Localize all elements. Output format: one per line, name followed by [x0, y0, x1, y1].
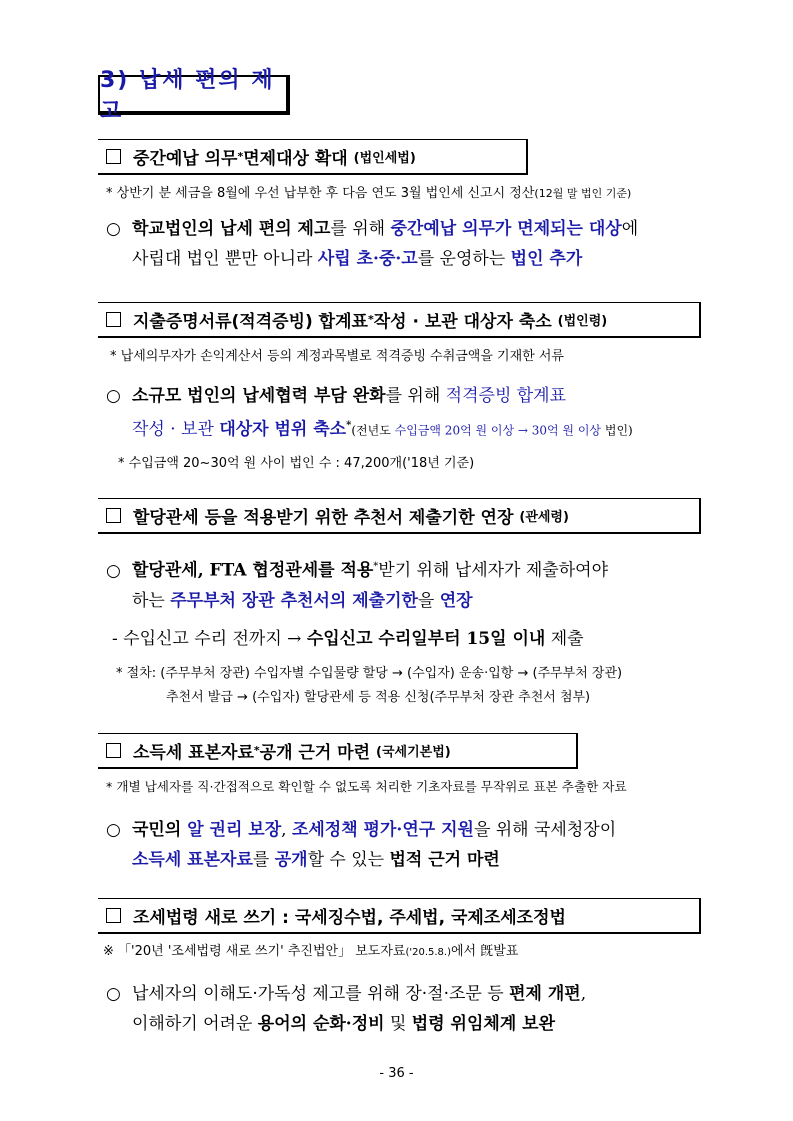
checkbox-square-icon	[106, 743, 121, 758]
bullet-expense-proof: ○ 소규모 법인의 납세협력 부담 완화를 위해 적격증빙 합계표 작성 · 보관 대상자 범위 축소*(전년도 수입금액 20억 원 이상 → 30억 원 이상 법인)	[106, 386, 633, 440]
header-tax-law-rewrite	[98, 898, 701, 934]
header-interim-prepayment	[98, 139, 528, 175]
bullet-sample-data: ○ 국민의 알 권리 보장, 조세정책 평가·연구 지원을 위해 국세청장이 소득세 표본자료를 공개할 수 있는 법적 근거 마련	[106, 820, 617, 870]
header-text: 중간예납 의무	[133, 149, 238, 169]
footnote-mark: *	[367, 313, 374, 326]
law-label: (관세령)	[519, 510, 569, 525]
footnote-procedure: * 절차: (주무부처 장관) 수입자별 수입물량 할당 → (수입자) 운송·입항 → (주무부처 장관) 추천서 발급 → (수입자) 할당관세 등 적용 신청(주무부처 장관 추천서 첨부)	[116, 666, 623, 705]
header-text: 조세법령 새로 쓰기 : 국세징수법, 주세법, 국제조세조정법	[133, 908, 566, 928]
header-quota-tariff	[98, 498, 701, 534]
header-text-suffix: 작성 · 보관 대상자 축소	[373, 312, 552, 332]
header-expense-proof	[98, 302, 701, 338]
footnote-mark: *	[253, 744, 260, 757]
law-label: (법인세법)	[353, 151, 416, 166]
footnote-mark: *	[237, 150, 244, 163]
footnote-revenue: * 수입금액 20~30억 원 사이 법인 수 : 47,200개('18년 기준)	[118, 456, 475, 471]
checkbox-square-icon	[106, 149, 121, 164]
header-text: 지출증명서류(적격증빙) 합계표	[133, 312, 368, 332]
bullet-quota-tariff: ○ 할당관세, FTA 협정관세를 적용*받기 위해 납세자가 제출하여야 하는 주무부처 장관 추천서의 제출기한을 연장	[106, 560, 608, 611]
law-label: (국세기본법)	[376, 745, 451, 760]
law-label: (법인령)	[557, 314, 608, 329]
header-income-tax-sample	[98, 733, 578, 769]
header-text-suffix: 면제대상 확대	[243, 149, 348, 169]
footnote-expense-proof: * 납세의무자가 손익계산서 등의 계정과목별로 적격증빙 수취금액을 기재한 서류	[110, 349, 564, 364]
bullet-tax-law-rewrite: ○ 납세자의 이해도·가독성 제고를 위해 장·절·조문 등 편제 개편, 이해하기 어려운 용어의 순화·정비 및 법령 위임체계 보완	[106, 984, 587, 1034]
checkbox-square-icon	[106, 312, 121, 327]
footnote-press-release: ※ 「'20년 '조세법령 새로 쓰기' 추진법안」 보도자료('20.5.8.)에서 旣발표	[103, 944, 519, 959]
dash-deadline: - 수입신고 수리 전까지 → 수입신고 수리일부터 15일 이내 제출	[112, 629, 584, 649]
header-text-suffix: 공개 근거 마련	[259, 743, 371, 763]
header-text: 소득세 표본자료	[133, 743, 254, 763]
footnote-sample-data: * 개별 납세자를 직·간접적으로 확인할 수 없도록 처리한 기초자료를 무작위로 표본 추출한 자료	[106, 779, 627, 794]
footnote-interim: * 상반기 분 세금을 8월에 우선 납부한 후 다음 연도 3월 법인세 신고시 정산(12월 말 법인 기준)	[106, 186, 632, 201]
page-number: - 36 -	[379, 1066, 414, 1081]
checkbox-square-icon	[106, 508, 121, 523]
section-title: 3) 납세 편의 제고	[98, 75, 290, 115]
bullet-interim: ○ 학교법인의 납세 편의 제고를 위해 중간예납 의무가 면제되는 대상에 사립대 법인 뿐만 아니라 사립 초·중·고를 운영하는 법인 추가	[106, 219, 639, 269]
checkbox-square-icon	[106, 908, 121, 923]
header-text: 할당관세 등을 적용받기 위한 추천서 제출기한 연장	[133, 508, 514, 528]
